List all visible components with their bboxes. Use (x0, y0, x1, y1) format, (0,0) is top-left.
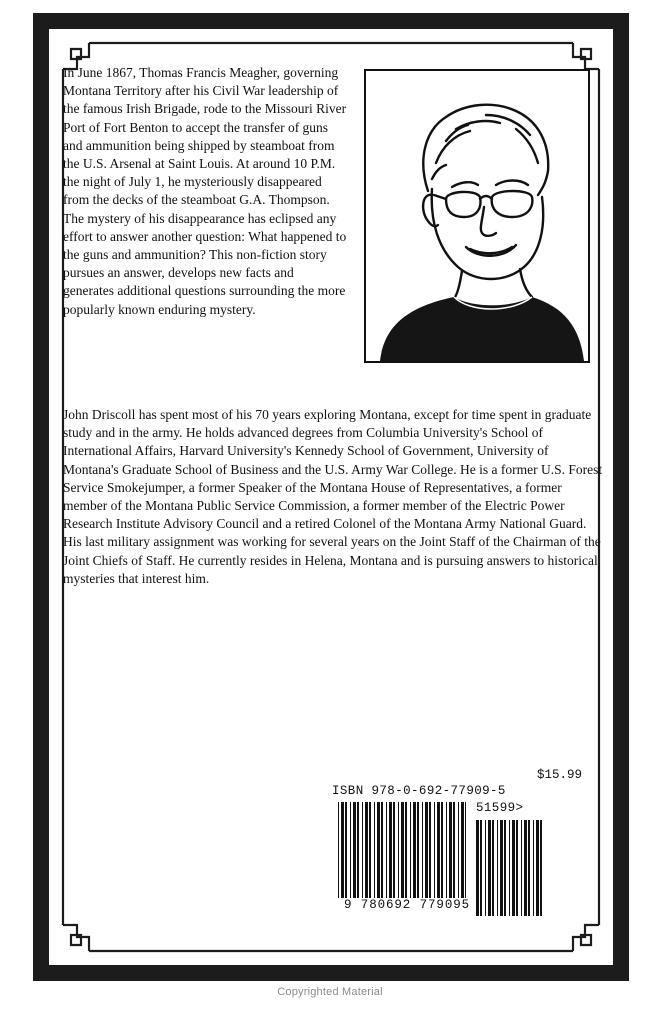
isbn-barcode-block (330, 768, 586, 916)
book-blurb: In June 1867, Thomas Francis Meagher, governing Montana Territory after his Civil War leadership of the famous Irish Brigade, rode to the Missouri River Port of Fort Benton to accept the transfer of guns and ammunition being shipped by steamboat from the U.S. Arsenal at Saint Louis. At around 10 P.M. the night of July 1, he mysteriously disappeared from the decks of the steamboat G.A. Thompson. The mystery of his disappearance has eclipsed any effort to answer another question: What happened to the guns and ammunition? This non-fiction story pursues an answer, develops new facts and generates additional questions surrounding the more popularly known enduring mystery. (63, 65, 347, 317)
isbn-number: ISBN 978-0-692-77909-5 (332, 784, 506, 798)
barcode-digits: 9 780692 779095 (344, 898, 471, 912)
author-sketch-image (366, 71, 588, 361)
addon-code: 51599> (476, 801, 524, 815)
price-label: $15.99 (536, 768, 582, 782)
author-portrait (364, 69, 590, 363)
barcode-bars (330, 768, 586, 916)
copyright-watermark-bottom: Copyrighted Material (277, 986, 383, 998)
author-bio: John Driscoll has spent most of his 70 years exploring Montana, except for time spent in graduate study and in the army. He holds advanced degrees from Columbia University's School of International Affairs, Harvard University's Kennedy School of Government, University of Montana's Graduate School of Business and the U.S. Army War College. He is a former U.S. Forest Service Smokejumper, a former Speaker of the Montana House of Representatives, a former member of the Montana Public Service Commission, a former member of the Electric Power Research Institute Advisory Council and a retired Colonel of the Montana Army National Guard. His last military assignment was working for several years on the Joint Staff of the Chairman of the Joint Chiefs of Staff. He currently resides in Helena, Montana and is pursuing answers to historical mysteries that interest him. (63, 407, 603, 586)
